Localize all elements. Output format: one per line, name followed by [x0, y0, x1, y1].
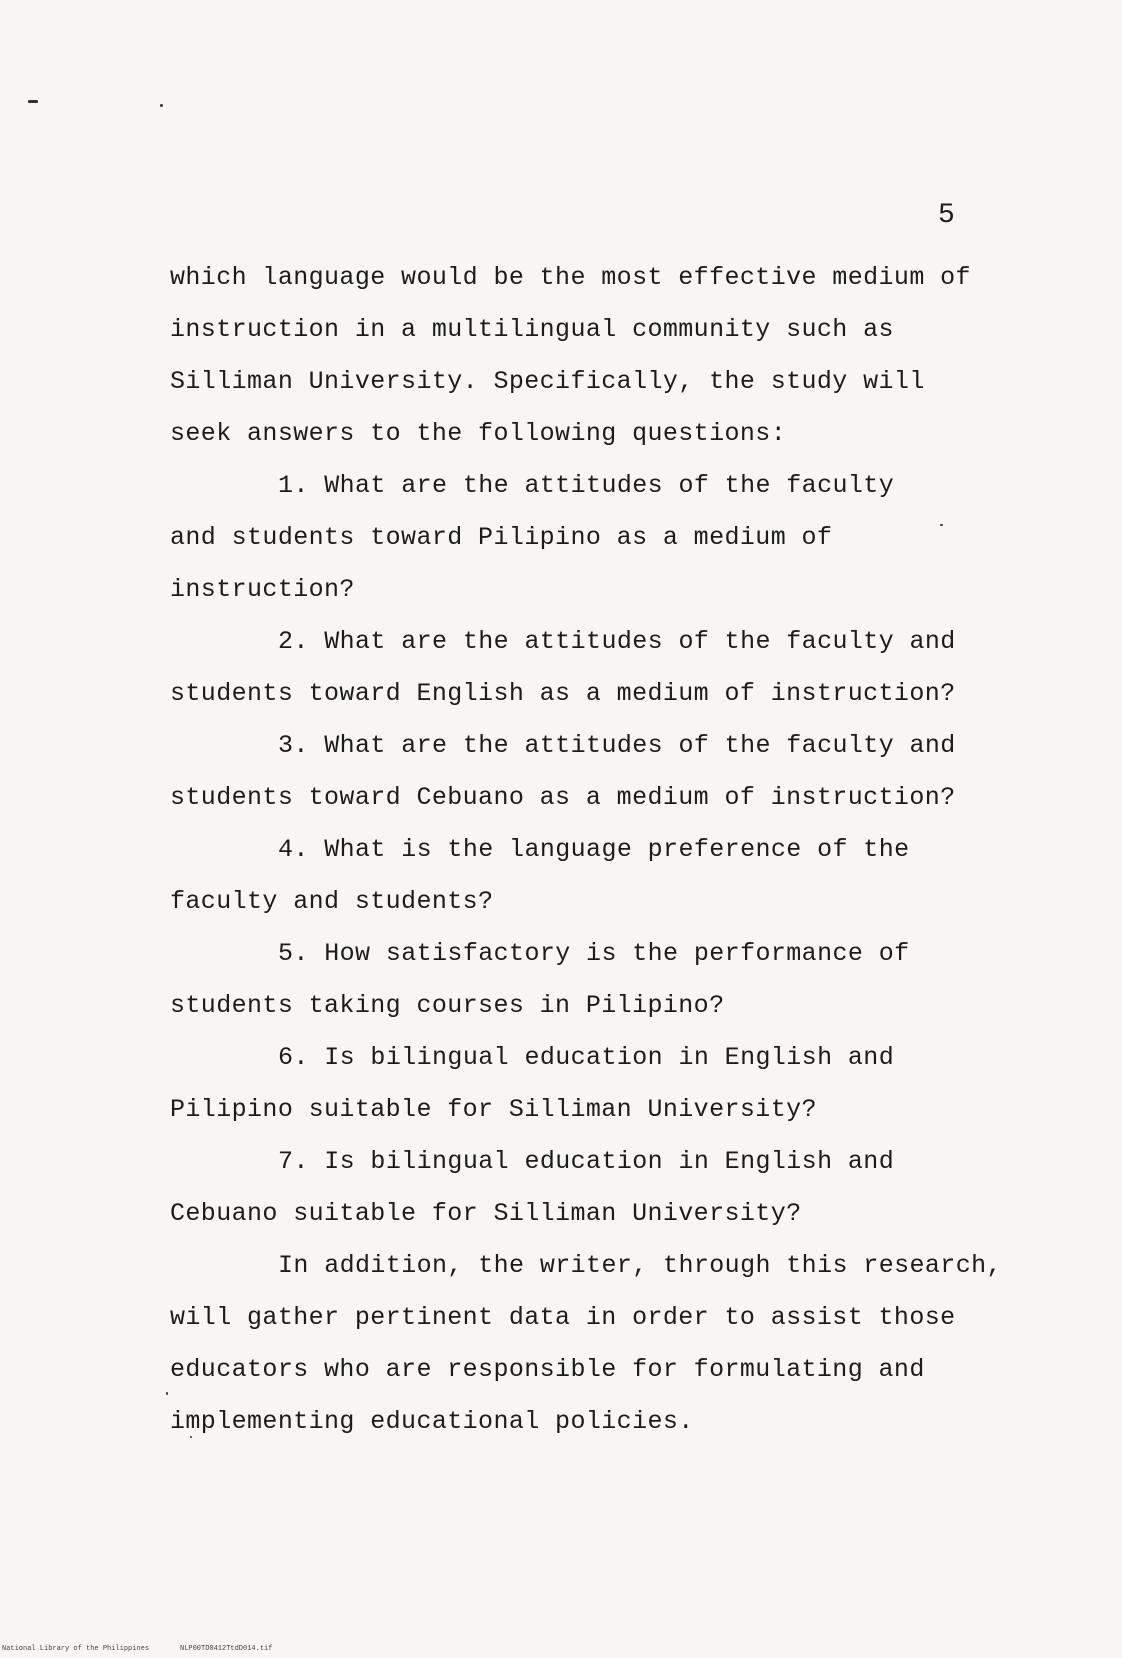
- text-line: Cebuano suitable for Silliman University?: [170, 1199, 802, 1228]
- question-3-start: 3. What are the attitudes of the faculty and: [278, 731, 956, 760]
- library-credit: National Library of the Philippines: [2, 1645, 150, 1653]
- question-4-start: 4. What is the language preference of the: [278, 835, 910, 864]
- closing-paragraph-start: In addition, the writer, through this research,: [278, 1251, 1002, 1280]
- text-line: seek answers to the following questions:: [170, 419, 787, 448]
- question-5-start: 5. How satisfactory is the performance of: [278, 939, 910, 968]
- file-id: NLP00TD0412TtdD014.tif: [180, 1645, 273, 1653]
- text-line: educators who are responsible for formulating and: [170, 1355, 925, 1384]
- text-line: students taking courses in Pilipino?: [170, 991, 725, 1020]
- question-6-start: 6. Is bilingual education in English and: [278, 1043, 895, 1072]
- text-line: Silliman University. Specifically, the study will: [170, 367, 925, 396]
- text-line: students toward Cebuano as a medium of instruction?: [170, 783, 956, 812]
- text-line: which language would be the most effective medium of: [170, 263, 971, 292]
- text-line: instruction in a multilingual community such as: [170, 315, 894, 344]
- text-line: instruction?: [170, 575, 355, 604]
- text-line: students toward English as a medium of instruction?: [170, 679, 956, 708]
- text-line: and students toward Pilipino as a medium of: [170, 523, 833, 552]
- question-2-start: 2. What are the attitudes of the faculty and: [278, 627, 956, 656]
- page-number: 5: [938, 200, 955, 231]
- question-7-start: 7. Is bilingual education in English and: [278, 1147, 895, 1176]
- text-line: faculty and students?: [170, 887, 494, 916]
- text-line: implementing educational policies.: [170, 1407, 694, 1436]
- text-line: will gather pertinent data in order to assist those: [170, 1303, 956, 1332]
- body-text: [170, 252, 1030, 1448]
- text-line: Pilipino suitable for Silliman University?: [170, 1095, 817, 1124]
- question-1-start: 1. What are the attitudes of the faculty: [278, 471, 895, 500]
